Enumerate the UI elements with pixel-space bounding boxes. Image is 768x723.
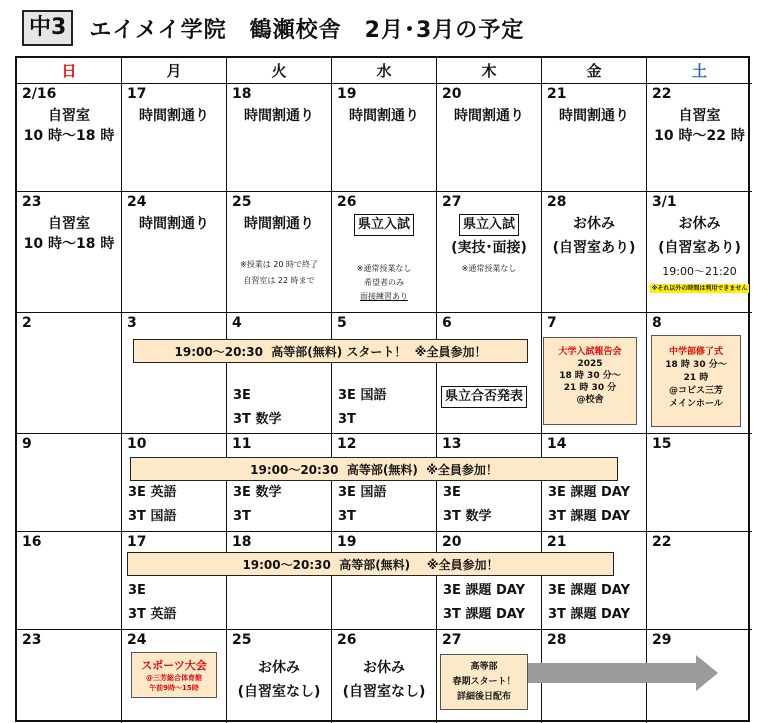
exam-label: 県立入試 [459,214,519,236]
day-number: 18 [232,534,252,550]
day-number: 29 [652,632,672,648]
day-number: 28 [547,632,567,648]
calendar-grid [15,56,750,722]
class-schedule: 3E 課題 DAY [548,485,630,500]
grade-badge: 中3 [22,10,73,46]
day-cell [332,84,437,192]
day-note: ※通常授業なし [356,264,412,273]
day-cell [542,84,647,192]
day-number: 3 [127,315,137,331]
day-number: 21 [547,86,567,102]
class-schedule: 3T [233,509,251,524]
day-number: 15 [652,436,672,452]
day-text: お休み [573,216,615,232]
day-number: 20 [442,534,462,550]
class-schedule: 3T 数学 [233,412,282,427]
day-cell [332,532,437,630]
event-banner: 19:00～20:30 高等部(無料) スタート！ ※全員参加！ [133,339,528,363]
weekday-sat: 土 [647,58,752,84]
day-cell [332,192,437,313]
day-number: 26 [337,632,357,648]
day-note: 自習室は 22 時まで [243,276,315,285]
class-schedule: 3T 英語 [128,607,177,622]
weekday-fri: 金 [542,58,647,84]
day-number: 2 [22,315,32,331]
day-text: 時間割通り [139,108,209,124]
day-cell [542,434,647,532]
day-number: 21 [547,534,567,550]
event-card [440,654,528,710]
day-text: 自習室 [48,108,90,124]
day-cell [437,84,542,192]
day-cell [542,192,647,313]
day-number: 17 [127,534,147,550]
weekday-tue: 火 [227,58,332,84]
day-cell [647,532,752,630]
day-cell [17,313,122,434]
day-text: (自習室なし) [342,684,426,700]
event-detail: 高等部 [470,662,498,672]
day-text: 自習室 [678,108,721,124]
day-number: 16 [22,534,42,550]
class-schedule: 3T 課題 DAY [548,607,630,622]
day-number: 22 [652,534,672,550]
day-number: 24 [127,194,147,210]
class-schedule: 3E [233,388,251,403]
event-detail: 21 時 [683,373,709,383]
class-schedule: 3T [338,412,356,427]
day-text: 10 時～22 時 [654,128,745,144]
day-number: 26 [337,194,357,210]
day-text: お休み [678,216,721,232]
weekday-mon: 月 [122,58,227,84]
weekday-thu: 木 [437,58,542,84]
day-text: (自習室なし) [237,684,321,700]
event-detail: 詳細後日配布 [456,692,511,702]
day-number: 17 [127,86,147,102]
event-banner: 19:00～20:30 高等部(無料) ※全員参加！ [130,457,618,481]
weekday-sun: 日 [17,58,122,84]
day-text: (自習室あり) [658,240,741,256]
event-title: 中学部修了式 [668,347,723,357]
day-number: 25 [232,632,252,648]
day-cell [122,192,227,313]
event-detail: @三芳総合体育館 [146,674,202,682]
day-cell [122,532,227,630]
class-schedule: 3E 課題 DAY [443,583,525,598]
day-cell [227,192,332,313]
day-time: 19:00～21:20 [662,265,737,278]
day-cell [122,434,227,532]
day-note: 希望者のみ [364,278,404,287]
class-schedule: 3T 数学 [443,509,492,524]
day-number: 3/1 [652,194,677,210]
day-cell [227,84,332,192]
class-schedule: 3E 課題 DAY [548,583,630,598]
day-number: 8 [652,315,662,331]
day-text: 10 時～18 時 [23,128,115,144]
day-number: 12 [337,436,357,452]
day-cell [332,434,437,532]
exam-label: 県立入試 [354,214,414,236]
day-text: 時間割通り [244,216,314,232]
class-schedule: 3E 国語 [338,388,387,403]
day-cell [227,434,332,532]
day-cell [122,313,227,434]
day-text: 時間割通り [559,108,629,124]
day-cell [227,313,332,434]
day-text: 時間割通り [139,216,209,232]
day-number: 5 [337,315,347,331]
day-number: 14 [547,436,567,452]
day-text: 自習室 [48,216,90,232]
day-cell [437,192,542,313]
day-number: 18 [232,86,252,102]
day-cell [227,630,332,723]
event-banner: 19:00～20:30 高等部(無料) ※全員参加！ [127,552,614,576]
day-note: ※授業は 20 時で終了 [240,260,318,269]
class-schedule: 3T 課題 DAY [548,509,630,524]
day-text: (実技･面接) [451,240,527,256]
event-card [543,337,637,425]
class-schedule: 3T 課題 DAY [443,607,525,622]
day-number: 11 [232,436,252,452]
day-number: 19 [337,534,357,550]
class-schedule: 3T [338,509,356,524]
class-schedule: 3T 国語 [128,509,177,524]
class-schedule: 3E [443,485,461,500]
day-text: お休み [258,660,300,676]
day-cell [332,313,437,434]
day-number: 4 [232,315,242,331]
day-number: 28 [547,194,567,210]
day-number: 10 [127,436,147,452]
day-cell [17,84,122,192]
result-label: 県立合否発表 [441,386,527,408]
event-title: スポーツ大会 [141,659,207,672]
day-cell [227,532,332,630]
day-number: 24 [127,632,147,648]
day-cell [437,532,542,630]
day-cell [647,192,752,313]
day-number: 25 [232,194,252,210]
weekday-wed: 水 [332,58,437,84]
notice-badge: ※それ以外の時間は利用できません [651,285,748,292]
event-detail: 18 時 30 分～ [665,360,727,370]
event-detail: 2025 [577,359,603,369]
day-cell [332,630,437,723]
day-number: 13 [442,436,462,452]
event-detail: 春期スタート！ [452,677,516,687]
day-text: (自習室あり) [552,240,636,256]
day-cell [122,84,227,192]
day-cell [437,434,542,532]
day-number: 19 [337,86,357,102]
class-schedule: 3E [128,583,146,598]
event-detail: 午前9時～15時 [149,684,199,692]
class-schedule: 3E 数学 [233,485,282,500]
day-text: 時間割通り [349,108,419,124]
event-detail: @コピス三芳 [668,386,723,396]
day-cell [17,630,122,723]
event-detail: 21 時 30 分 [563,383,617,393]
event-card [131,652,217,698]
day-cell [647,84,752,192]
day-text: 時間割通り [244,108,314,124]
event-detail: @校舎 [576,395,604,405]
continuation-arrow-icon [528,655,718,691]
day-number: 9 [22,436,32,452]
page-header [22,9,524,47]
day-number: 23 [22,632,42,648]
day-text: 10 時～18 時 [23,236,115,252]
day-text: 時間割通り [454,108,524,124]
day-note: 面接練習あり [360,292,408,301]
day-number: 2/16 [22,86,57,102]
day-number: 22 [652,86,672,102]
day-cell [17,532,122,630]
day-number: 20 [442,86,462,102]
event-detail: 18 時 30 分～ [559,371,621,381]
event-card [651,335,741,427]
day-cell [17,192,122,313]
day-number: 27 [442,632,462,648]
day-number: 27 [442,194,462,210]
day-cell [542,532,647,630]
day-number: 7 [547,315,557,331]
class-schedule: 3E 国語 [338,485,387,500]
day-cell [17,434,122,532]
day-cell [437,313,542,434]
day-number: 23 [22,194,42,210]
page-title: エイメイ学院 鶴瀬校舎 2月･3月の予定 [89,17,525,43]
day-number: 6 [442,315,452,331]
day-cell [647,434,752,532]
day-note: ※通常授業なし [461,264,517,273]
class-schedule: 3E 英語 [128,485,177,500]
day-text: お休み [363,660,405,676]
event-title: 大学入試報告会 [558,347,622,357]
event-detail: メインホール [669,399,723,409]
